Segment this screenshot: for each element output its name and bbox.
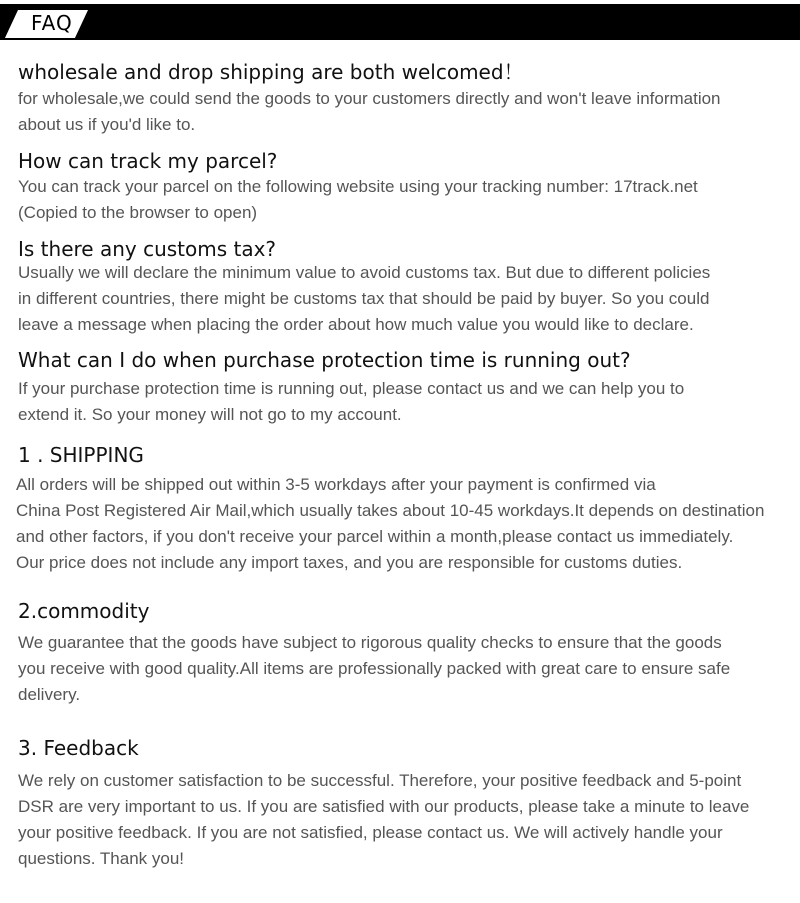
faq-answer-protection: If your purchase protection time is running out, please contact us and we can help you to extend it. So your money will not go to my account. [18,379,685,424]
faq-answer-customs: Usually we will declare the minimum value to avoid customs tax. But due to different policies in different countries, there might be customs tax that should be paid by buyer. So you could leave a message when placing the order about how much value you would like to declare. [18,263,711,334]
faq-header-bar [0,4,800,40]
faq-title: FAQ [31,11,73,35]
section-body-commodity: We guarantee that the goods have subject to rigorous quality checks to ensure that the goods you receive with good quality.All items are professionally packed with great care to ensure safe delivery. [18,633,731,704]
faq-answer-tracking: You can track your parcel on the following website using your tracking number: 17track.net (Copied to the browser to open) [18,177,698,222]
faq-question-tracking: How can track my parcel? [18,149,278,173]
section-body-feedback: We rely on customer satisfaction to be successful. Therefore, your positive feedback and 5-point DSR are very important to us. If you are satisfied with our products, please take a minute to leave your positive feedback. If you are not satisfied, please contact us. We will actively handle your questions. Thank you! [18,771,750,868]
faq-question-customs: Is there any customs tax? [18,237,277,261]
faq-question-protection: What can I do when purchase protection time is running out? [18,348,631,372]
section-heading-feedback: 3. Feedback [18,736,139,760]
section-heading-commodity: 2.commodity [18,599,150,623]
faq-question-wholesale: wholesale and drop shipping are both welcomed！ [18,60,524,84]
faq-tab [0,4,113,40]
faq-answer-wholesale: for wholesale,we could send the goods to your customers directly and won't leave information about us if you'd like to. [18,89,721,134]
section-body-shipping: All orders will be shipped out within 3-5 workdays after your payment is confirmed via China Post Registered Air Mail,which usually takes about 10-45 workdays.It depends on destination and other factors, if you don't receive your parcel within a month,please contact us immediately. Our price does not include any import taxes, and you are responsible for customs duties. [16,475,765,572]
section-heading-shipping: 1 . SHIPPING [18,443,144,467]
